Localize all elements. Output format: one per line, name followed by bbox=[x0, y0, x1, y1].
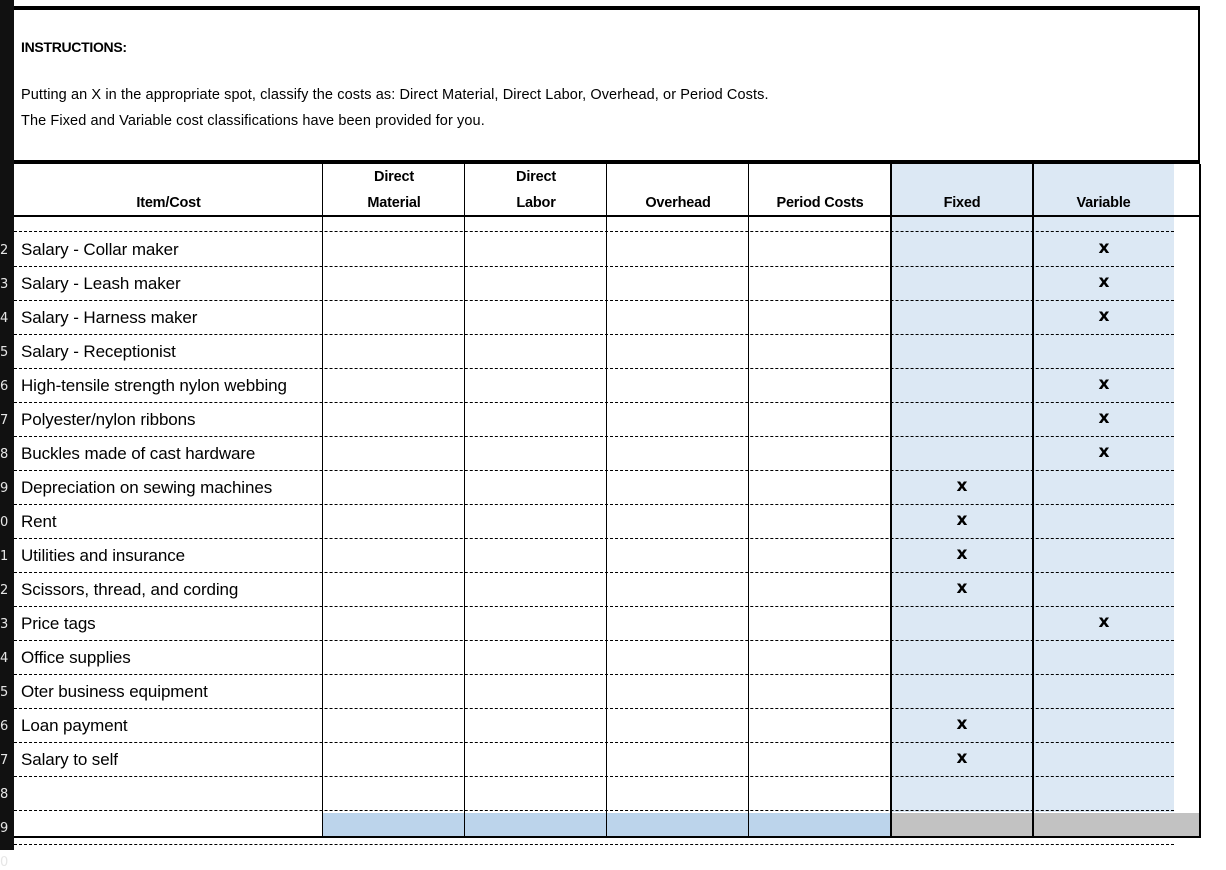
header-fixed: Fixed bbox=[943, 195, 981, 211]
row-number: 4 bbox=[0, 311, 9, 326]
row-separator bbox=[14, 368, 1174, 369]
row-number: 1 bbox=[0, 549, 9, 564]
item-cost-label[interactable]: Salary - Harness maker bbox=[21, 308, 198, 327]
row-separator bbox=[14, 504, 1174, 505]
header-direct-labor-top: Direct bbox=[516, 169, 556, 185]
row-separator bbox=[14, 470, 1174, 471]
fixed-x-mark: x bbox=[956, 748, 968, 768]
row-separator bbox=[14, 640, 1174, 641]
variable-x-mark: x bbox=[1098, 306, 1110, 326]
fixed-x-mark: x bbox=[956, 476, 968, 496]
row-number: 7 bbox=[0, 753, 9, 768]
row-number: 0 bbox=[0, 855, 9, 870]
row-number: 2 bbox=[0, 583, 9, 598]
item-cost-label[interactable]: Oter business equipment bbox=[21, 682, 208, 701]
item-cost-label[interactable]: Salary - Collar maker bbox=[21, 240, 179, 259]
row-number: 5 bbox=[0, 685, 9, 700]
row-separator bbox=[14, 231, 1174, 232]
row-separator bbox=[14, 810, 1174, 811]
row-separator bbox=[14, 572, 1174, 573]
row-separator bbox=[14, 776, 1174, 777]
fixed-x-mark: x bbox=[956, 578, 968, 598]
col-divider bbox=[1199, 164, 1201, 838]
item-cost-label[interactable]: Salary - Leash maker bbox=[21, 274, 181, 293]
row-number: 9 bbox=[0, 821, 9, 836]
instructions-line-1: Putting an X in the appropriate spot, classify the costs as: Direct Material, Direct Labor, Overhead, or Period Costs. bbox=[21, 87, 769, 103]
row-number: 9 bbox=[0, 481, 9, 496]
right-border bbox=[1198, 6, 1200, 164]
item-cost-label[interactable]: Utilities and insurance bbox=[21, 546, 186, 565]
item-cost-label[interactable]: Rent bbox=[21, 512, 57, 531]
row-number: 2 bbox=[0, 243, 9, 258]
fixed-x-mark: x bbox=[956, 714, 968, 734]
header-direct-labor-bottom: Labor bbox=[516, 195, 556, 211]
row-separator bbox=[14, 402, 1174, 403]
row-separator bbox=[14, 708, 1174, 709]
row-separator bbox=[14, 674, 1174, 675]
item-cost-label[interactable]: Depreciation on sewing machines bbox=[21, 478, 273, 497]
row-number: 5 bbox=[0, 345, 9, 360]
header-variable: Variable bbox=[1076, 195, 1131, 211]
variable-x-mark: x bbox=[1098, 408, 1110, 428]
variable-column-shading bbox=[1033, 164, 1174, 812]
instructions-title: INSTRUCTIONS: bbox=[21, 39, 127, 55]
total-fixed[interactable] bbox=[892, 813, 1032, 837]
header-direct-material-top: Direct bbox=[374, 169, 414, 185]
row-separator bbox=[14, 436, 1174, 437]
row-number: 3 bbox=[0, 277, 9, 292]
row-separator bbox=[14, 538, 1174, 539]
row-number: 6 bbox=[0, 379, 9, 394]
header-bottom-border bbox=[14, 215, 1200, 217]
total-period-costs[interactable] bbox=[749, 813, 890, 837]
variable-x-mark: x bbox=[1098, 442, 1110, 462]
row-separator bbox=[14, 742, 1174, 743]
header-item-cost: Item/Cost bbox=[136, 195, 201, 211]
variable-x-mark: x bbox=[1098, 374, 1110, 394]
row-number: 8 bbox=[0, 447, 9, 462]
row-separator bbox=[14, 266, 1174, 267]
header-overhead: Overhead bbox=[645, 195, 711, 211]
item-cost-label[interactable]: Loan payment bbox=[21, 716, 128, 735]
row-separator bbox=[14, 334, 1174, 335]
row-separator bbox=[14, 300, 1174, 301]
total-variable[interactable] bbox=[1034, 813, 1199, 837]
row-separator bbox=[14, 606, 1174, 607]
item-cost-label[interactable]: Salary - Receptionist bbox=[21, 342, 176, 361]
row-number: 8 bbox=[0, 787, 9, 802]
fixed-x-mark: x bbox=[956, 510, 968, 530]
variable-x-mark: x bbox=[1098, 238, 1110, 258]
item-cost-label[interactable]: Scissors, thread, and cording bbox=[21, 580, 239, 599]
row-number: 0 bbox=[0, 515, 9, 530]
item-cost-label[interactable]: Polyester/nylon ribbons bbox=[21, 410, 196, 429]
row-number: 7 bbox=[0, 413, 9, 428]
total-direct-labor[interactable] bbox=[465, 813, 606, 837]
instructions-line-2: The Fixed and Variable cost classifications have been provided for you. bbox=[21, 113, 485, 129]
item-cost-label[interactable]: Office supplies bbox=[21, 648, 131, 667]
variable-x-mark: x bbox=[1098, 272, 1110, 292]
bottom-border bbox=[14, 836, 1200, 838]
total-direct-material[interactable] bbox=[323, 813, 464, 837]
row-number: 3 bbox=[0, 617, 9, 632]
row-number: 4 bbox=[0, 651, 9, 666]
item-cost-label[interactable]: Price tags bbox=[21, 614, 96, 633]
row-number: 6 bbox=[0, 719, 9, 734]
header-period-costs: Period Costs bbox=[776, 195, 864, 211]
item-cost-label[interactable]: Salary to self bbox=[21, 750, 118, 769]
top-border bbox=[14, 6, 1200, 10]
item-cost-label[interactable]: High-tensile strength nylon webbing bbox=[21, 376, 287, 395]
fixed-x-mark: x bbox=[956, 544, 968, 564]
row-separator bbox=[14, 844, 1174, 845]
item-cost-label[interactable]: Buckles made of cast hardware bbox=[21, 444, 256, 463]
total-overhead[interactable] bbox=[607, 813, 748, 837]
variable-x-mark: x bbox=[1098, 612, 1110, 632]
header-direct-material-bottom: Material bbox=[367, 195, 421, 211]
